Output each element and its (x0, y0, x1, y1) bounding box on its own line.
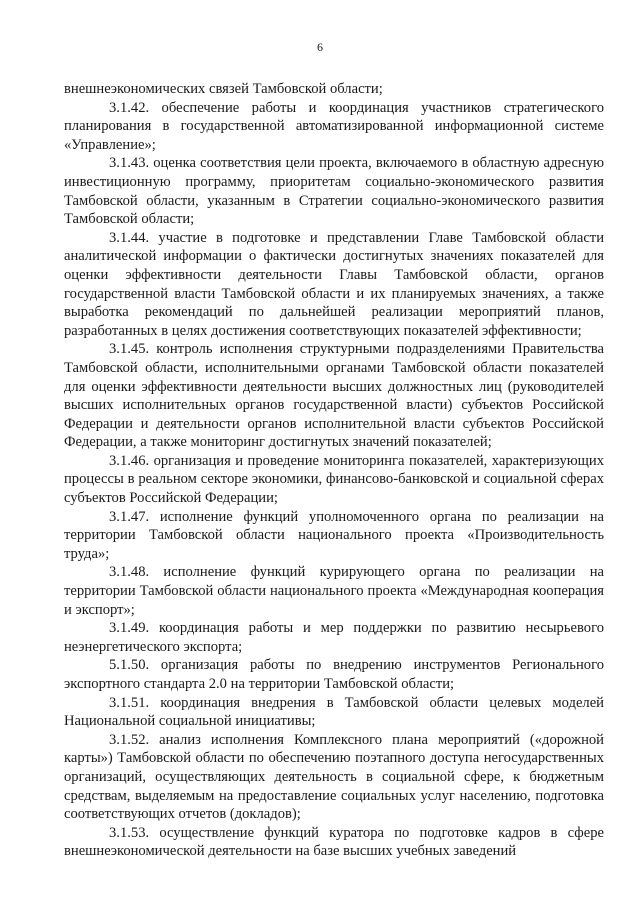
paragraph-3-1-46: 3.1.46. организация и проведение мониторинга показателей, характеризующих процессы в реальном секторе экономики, финансово-банковской и социальной сферах субъектов Российской Федерации; (64, 452, 604, 507)
document-body (64, 80, 604, 861)
paragraph-continuation: внешнеэкономических связей Тамбовской области; (64, 81, 383, 97)
paragraph-3-1-43: 3.1.43. оценка соответствия цели проекта, включаемого в областную адресную инвестиционную программу, приоритетам социально-экономического развития Тамбовской области, указанным в Стратегии социально-экономического развития Тамбовской области; (64, 155, 604, 228)
paragraph-3-1-52: 3.1.52. анализ исполнения Комплексного плана мероприятий («дорожной карты») Тамбовской области по обеспечению поэтапного доступа негосударственных организаций, осуществляющих деятельность в социальной сфере, к бюджетным средствам, выделяемым на предоставление социальных услуг населению, подготовка соответствующих отчетов (докладов); (64, 731, 604, 823)
paragraph-3-1-51: 3.1.51. координация внедрения в Тамбовской области целевых моделей Национальной социальной инициативы; (64, 694, 604, 730)
paragraph-3-1-53: 3.1.53. осуществление функций куратора по подготовке кадров в сфере внешнеэкономической деятельности на базе высших учебных заведений (64, 824, 604, 860)
paragraph-3-1-49: 3.1.49. координация работы и мер поддержки по развитию несырьевого неэнергетического экспорта; (64, 620, 604, 655)
paragraph-3-1-45: 3.1.45. контроль исполнения структурными подразделениями Правительства Тамбовской области, исполнительными органами Тамбовской области показателей для оценки эффективности деятельности высших должностных лиц (руководителей высших исполнительных органов государственной власти) субъектов Российской Федерации и деятельности органов исполнительной власти субъектов Российской Федерации, а также мониторинг достигнутых значений показателей; (64, 341, 604, 451)
paragraph-3-1-48: 3.1.48. исполнение функций курирующего органа по реализации на территории Тамбовской области национального проекта «Международная кооперация и экспорт»; (64, 564, 604, 618)
paragraph-5-1-50: 5.1.50. организация работы по внедрению инструментов Регионального экспортного стандарта 2.0 на территории Тамбовской области; (64, 657, 604, 692)
paragraph-3-1-44: 3.1.44. участие в подготовке и представлении Главе Тамбовской области аналитической информации о фактически достигнутых значениях показателей для оценки эффективности деятельности Главы Тамбовской области, органов государственной власти Тамбовской области и их планируемых значениях, а также выработка рекомендаций по дальнейшей реализации мероприятий планов, разработанных в целях достижения соответствующих показателей эффективности; (64, 229, 604, 339)
paragraph-3-1-42: 3.1.42. обеспечение работы и координация участников стратегического планирования в государственной автоматизированной информационной системе «Управление»; (64, 99, 604, 153)
page-number: 6 (317, 40, 323, 54)
paragraph-3-1-47: 3.1.47. исполнение функций уполномоченного органа по реализации на территории Тамбовской области национального проекта «Производительность труда»; (64, 508, 604, 562)
